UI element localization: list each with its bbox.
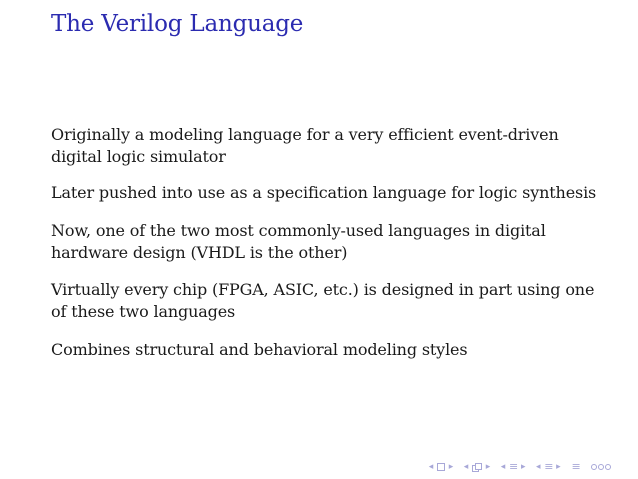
outline-icon[interactable]: ≡ bbox=[571, 460, 580, 473]
subsubsection-next-arrow-icon[interactable]: ▸ bbox=[556, 462, 561, 472]
bullet-list bbox=[51, 124, 611, 376]
subsubsection-nav-icon[interactable]: ≡ bbox=[544, 460, 553, 473]
subsection-prev-arrow-icon[interactable]: ◂ bbox=[463, 462, 469, 472]
subsubsection-nav bbox=[534, 460, 562, 474]
bullet-item: Later pushed into use as a specification language for logic synthesis bbox=[51, 183, 597, 202]
subsection-nav bbox=[462, 460, 492, 474]
bullet-item: Combines structural and behavioral modeling styles bbox=[51, 340, 468, 359]
search-icon[interactable] bbox=[591, 464, 612, 470]
section-nav-icon[interactable]: ≡ bbox=[509, 460, 518, 473]
frame-next-arrow-icon[interactable]: ▸ bbox=[448, 462, 454, 472]
frame-nav-icon[interactable] bbox=[437, 463, 445, 471]
navigation-bar bbox=[427, 460, 614, 474]
slide-title: The Verilog Language bbox=[51, 11, 304, 37]
section-nav bbox=[499, 460, 527, 474]
bullet-item: Virtually every chip (FPGA, ASIC, etc.) is designed in part using one of these two languages bbox=[51, 280, 595, 321]
search-nav bbox=[589, 464, 614, 470]
bullet-item: Now, one of the two most commonly-used languages in digital hardware design (VHDL is the other) bbox=[51, 221, 546, 262]
subsubsection-prev-arrow-icon[interactable]: ◂ bbox=[535, 462, 541, 472]
subsection-nav-icon[interactable] bbox=[472, 463, 482, 472]
outline-nav bbox=[569, 462, 581, 472]
frame-nav bbox=[427, 460, 455, 474]
subsection-next-arrow-icon[interactable]: ▸ bbox=[485, 462, 491, 472]
bullet-item: Originally a modeling language for a very efficient event-driven digital logic simulator bbox=[51, 125, 559, 166]
section-prev-arrow-icon[interactable]: ◂ bbox=[500, 462, 506, 472]
frame-prev-arrow-icon[interactable]: ◂ bbox=[428, 462, 434, 472]
section-next-arrow-icon[interactable]: ▸ bbox=[520, 462, 526, 472]
